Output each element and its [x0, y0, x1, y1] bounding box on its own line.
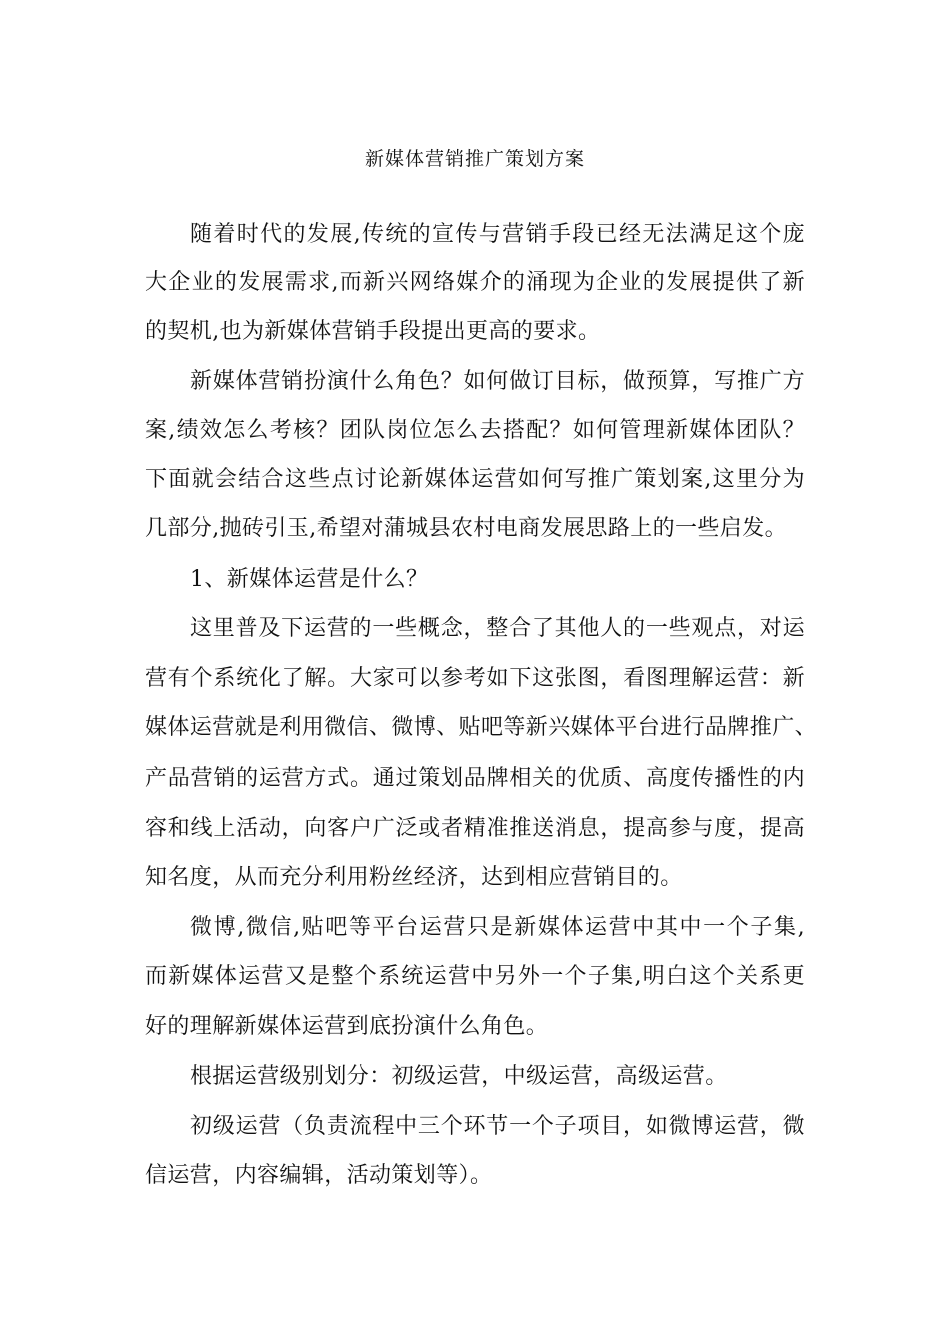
body-line: 媒体运营就是利用微信、微博、贴吧等新兴媒体平台进行品牌推广、: [145, 715, 818, 740]
body-line: 微博,微信,贴吧等平台运营只是新媒体运营中其中一个子集,: [190, 915, 805, 940]
body-line: 这里普及下运营的一些概念，整合了其他人的一些观点，对运: [190, 616, 805, 641]
body-line: 产品营销的运营方式。通过策划品牌相关的优质、高度传播性的内: [145, 766, 805, 791]
body-line: 营有个系统化了解。大家可以参考如下这张图，看图理解运营：新: [145, 666, 805, 691]
body-line: 而新媒体运营又是整个系统运营中另外一个子集,明白这个关系更: [145, 964, 805, 989]
body-line: 容和线上活动，向客户广泛或者精准推送消息，提高参与度，提高: [145, 816, 805, 841]
body-line: 信运营，内容编辑，活动策划等）。: [145, 1163, 493, 1188]
body-line: 随着时代的发展,传统的宣传与营销手段已经无法满足这个庞: [190, 222, 805, 247]
body-line: 新媒体营销扮演什么角色？如何做订目标，做预算，写推广方: [190, 369, 805, 394]
body-line: 初级运营（负责流程中三个环节一个子项目，如微博运营，微: [190, 1114, 805, 1139]
document-title: 新媒体营销推广策划方案: [364, 148, 585, 170]
body-line: 知名度，从而充分利用粉丝经济，达到相应营销目的。: [145, 865, 683, 890]
body-line: 案,绩效怎么考核？团队岗位怎么去搭配？如何管理新媒体团队？: [145, 418, 805, 443]
body-line: 1、新媒体运营是什么？: [190, 567, 429, 592]
body-line: 好的理解新媒体运营到底扮演什么角色。: [145, 1014, 549, 1039]
body-line: 根据运营级别划分：初级运营，中级运营，高级运营。: [190, 1064, 728, 1089]
body-line: 下面就会结合这些点讨论新媒体运营如何写推广策划案,这里分为: [145, 467, 805, 492]
body-line: 大企业的发展需求,而新兴网络媒介的涌现为企业的发展提供了新: [145, 270, 805, 295]
body-line: 的契机,也为新媒体营销手段提出更高的要求。: [145, 319, 601, 344]
body-line: 几部分,抛砖引玉,希望对蒲城县农村电商发展思路上的一些启发。: [145, 516, 787, 541]
